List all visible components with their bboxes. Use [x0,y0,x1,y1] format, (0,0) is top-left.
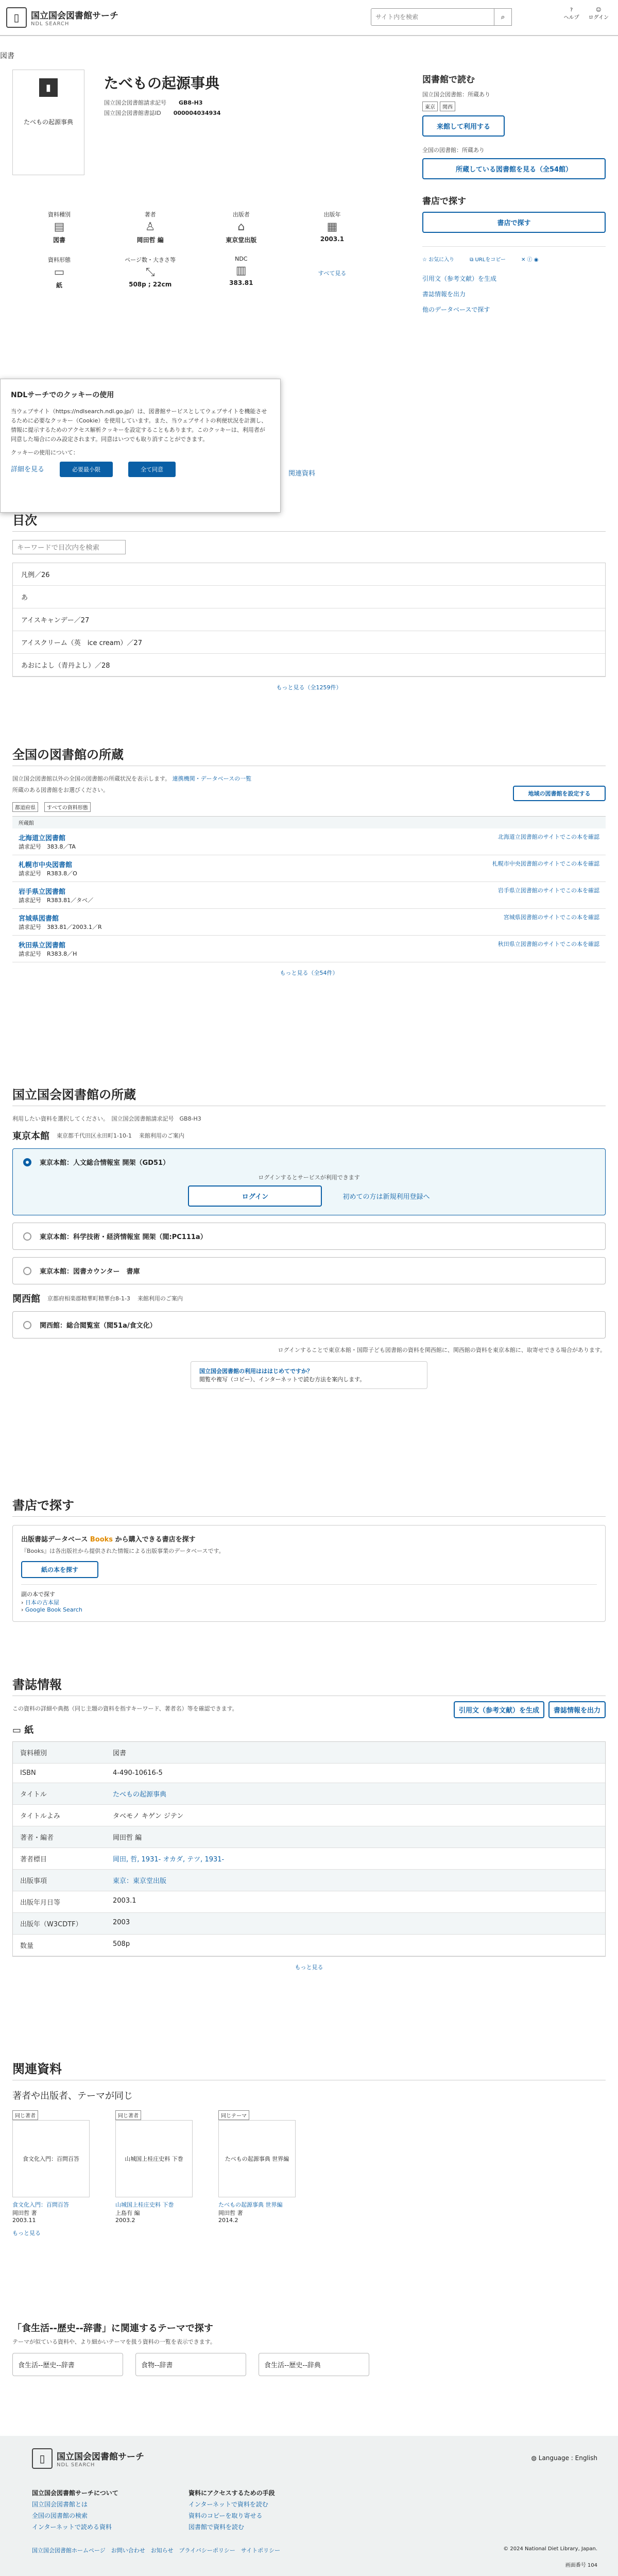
table-row [13,1848,605,1870]
theme-note: テーマが似ている資料や、より細かいテーマを扱う資料の一覧を表示できます。 [12,2338,216,2345]
help-label: ヘルプ [563,15,579,21]
bib-key: 数量 [20,1942,34,1950]
option-label: 東京本館：図書カウンター 書庫 [40,1268,140,1276]
copy-url-label: URLをコピー [475,257,506,263]
site-search [371,8,512,26]
rel-more-link[interactable]: もっと見る [12,2230,41,2236]
ruler-icon: ⤡ [145,266,155,279]
thumbnail-label: たべもの起源事典 [23,118,73,126]
bib-cite-button[interactable]: 引用文（参考文献）を生成 [454,1701,544,1718]
list-item: あ [13,586,605,608]
search-input[interactable] [371,8,494,26]
screen-no: 104 [587,2563,597,2568]
footer-link[interactable]: 国立国会図書館とは [32,2501,88,2508]
read-title: 図書館で読む [422,75,475,85]
related-link[interactable]: 関連資料 [288,470,316,478]
table-row [12,936,606,962]
document-icon: ▤ [54,221,65,233]
bib-value: 岡田哲 編 [113,1834,142,1842]
toc-title: 目次 [12,510,606,532]
card-title[interactable]: 食文化入門：百問百答 [12,2201,69,2208]
library-site-link[interactable]: 北海道立図書館のサイトでこの本を確認 [497,834,599,840]
bib-key: ISBN [20,1769,36,1777]
fact-ndc [213,256,269,290]
toc-search-input[interactable] [12,540,126,554]
radio[interactable] [23,1232,31,1241]
copy-url-button[interactable] [470,255,506,263]
library-site-link[interactable]: 宮城県図書館のサイトでこの本を確認 [503,914,599,921]
footer-logo-sub: NDL SEARCH [57,2462,95,2468]
library-name[interactable]: 岩手県立図書館 [19,888,66,896]
tokyo-visit-link[interactable]: 来館利用のご案内 [139,1132,184,1139]
bookmark-button[interactable] [422,255,454,263]
card-cover: 山城国上桂庄史料 下巻 [115,2120,193,2197]
card-tag: 同じ著者 [12,2110,38,2120]
tokyo-heading: 東京本館 [12,1131,49,1142]
copy-icon: ⧉ [470,257,474,263]
logo-subtitle: NDL SEARCH [31,21,70,27]
book-thumbnail [12,70,84,175]
search-icon: ⌕ [501,13,505,21]
card-title[interactable]: 山城国上桂庄史料 下巻 [115,2201,174,2208]
login-required-note: ログインするとサービスが利用できます [258,1174,360,1181]
related-card[interactable] [12,2110,95,2224]
transfer-note: ログインすることで東京本館・国際子ども図書館の資料を関西館に、関西館の資料を東京本館に、取寄せできる場合があります。 [278,1347,606,1353]
paper-icon: ▭ [54,266,65,279]
bib-key: 出版年（W3CDTF） [20,1921,82,1928]
side-panel [422,72,606,317]
bib-id: 000004034934 [173,110,221,116]
site-logo[interactable] [6,7,118,28]
radio-selected[interactable] [23,1158,31,1166]
shop-title: 書店で探す [12,1495,606,1517]
bib-value[interactable]: たべもの起源事典 [113,1791,167,1799]
tag-tokyo: 東京 [422,101,438,111]
cookie-label: クッキーの使用について： [11,449,79,456]
bib-key: 出版事項 [20,1877,47,1885]
card-meta: 岡田哲 著 [12,2210,37,2216]
kosho-link[interactable]: 日本の古本屋 [25,1599,59,1606]
fact-format [31,256,88,290]
card-cover: たべもの起源事典 世界編 [218,2120,296,2197]
related-card[interactable] [218,2110,301,2224]
bib-value: 図書 [113,1750,127,1757]
ndl-logo-icon: ▯ [6,7,27,28]
buy-button[interactable]: 書店で探す [422,212,606,233]
table-row [12,882,606,909]
fact-pages [122,256,179,290]
library-name[interactable]: 札幌市中央図書館 [19,861,73,869]
card-year: 2003.2 [115,2217,135,2224]
bib-section [12,1674,606,1971]
toc-section [12,510,606,691]
theme-button[interactable]: 食生活--歴史--辞典 [259,2353,369,2376]
footer-about-title: 国立国会図書館サーチについて [32,2489,118,2497]
kansai-address: 京都府相楽郡精華町精華台8-1-3 [47,1295,130,1302]
call-number: 請求記号 R383.8／H [19,951,77,957]
table-row [13,1783,605,1805]
card-tag: 同じ著者 [115,2110,141,2120]
bib-key: タイトルよみ [20,1812,60,1820]
cite-link[interactable]: 引用文（参考文献）を生成 [422,275,497,282]
view-libs-button[interactable]: 所蔵している図書館を見る（全54館） [422,158,606,179]
cookie-title: NDLサーチでのクッキーの使用 [11,391,114,399]
bib-key: 著者・編者 [20,1834,54,1842]
shop-note: 『Books』は各出版社から提供された情報による出版事業のデータベースです。 [21,1548,225,1554]
bib-value: 2003 [113,1919,130,1926]
call-number: 請求記号 383.8／TA [19,843,76,850]
call-number: 請求記号 R383.8／O [19,870,77,877]
fact-type [31,210,88,244]
table-row [13,1764,605,1783]
footer-link[interactable]: インターネットで資料を読む [188,2501,268,2508]
bib-value: 4-490-10616-5 [113,1769,163,1777]
rel-title: 関連資料 [12,2059,606,2080]
cookie-banner [0,379,281,513]
help-link[interactable] [564,7,579,21]
table-row [13,1870,605,1891]
table-row [13,1891,605,1913]
libs-title: 全国の図書館の所蔵 [12,744,606,766]
library-site-link[interactable]: 札幌市中央図書館のサイトでこの本を確認 [492,860,599,867]
fact-label: NDC [235,256,248,262]
fact-value: 383.81 [229,279,253,286]
paper-book-button[interactable]: 紙の本を探す [21,1561,98,1578]
table-row [13,1935,605,1956]
radio[interactable] [23,1267,31,1275]
ndl-holdings-section [12,1084,606,1389]
x-icon[interactable]: ✕ [521,257,526,263]
other-links-title: 副の本で探す [21,1591,55,1598]
logo-title: 国立国会図書館サーチ [31,11,118,21]
guide-box[interactable] [191,1361,427,1389]
fact-label: ページ数・大きさ等 [125,257,176,263]
bib-value: 2003.1 [113,1897,136,1905]
toc-list [12,563,606,677]
table-row [13,1805,605,1826]
item-meta [104,98,221,118]
fact-year [304,210,360,244]
site-footer [0,2436,618,2576]
user-icon: ☺ [596,7,602,13]
footer-link[interactable]: インターネットで読める資料 [32,2523,112,2531]
paper-icon: ▭ [12,1725,22,1736]
table-row [13,1742,605,1764]
google-books-link[interactable]: Google Book Search [25,1606,82,1613]
shop-section: 書店で探す 出版書誌データベース Books から購入できる書店を探す 『Books』は各出版社から提供された情報による出版事業のデータベースです。 紙の本を探す 副の本で探す › 日本の古本屋 › Google Book Search [12,1495,606,1622]
footer-bottom-links[interactable]: 国立国会図書館ホームページ お問い合わせ お知らせ プライバシーポリシー サイトポリシー [32,2547,281,2554]
cookie-agree-button[interactable]: 全て同意 [128,462,176,477]
option-label: 東京本館：人文総合情報室 開架（GD51） [40,1159,170,1167]
ndl-holding: 国立国会図書館：所蔵あり [422,91,490,98]
all-libs-holding: 全国の図書館：所蔵あり [422,147,485,154]
option-selected[interactable] [12,1148,606,1215]
fact-author [122,210,179,244]
bib-table [12,1741,606,1957]
bib-id-label: 国立国会図書館書誌ID [104,110,161,116]
library-name[interactable]: 宮城県図書館 [19,915,59,923]
libs-more-link[interactable]: もっと見る（全54件） [280,970,338,976]
library-name[interactable]: 秋田県立図書館 [19,942,66,950]
option-label: 関西館：総合閲覧室（閲51a/食文化） [40,1322,157,1330]
bib-note: この資料の詳細や典拠（同じ主題の資料を指すキーワード、著者名）等を確認できます。 [12,1705,238,1712]
bib-value: 508p [113,1940,130,1948]
theme-button[interactable]: 食生活--歴史--辞書 [12,2353,123,2376]
call-number: 請求記号 R383.81／タベ／ [19,897,94,904]
list-item: あおによし（青丹よし）／28 [13,654,605,676]
bib-key: 出版年月日等 [20,1899,61,1907]
language-switch[interactable] [531,2454,597,2462]
card-meta: 岡田哲 著 [218,2210,243,2216]
fact-label: 出版者 [232,211,250,218]
libs-note2: 所蔵のある図書館をお選びください。 [12,787,109,793]
fact-value: 508p ; 22cm [129,281,172,288]
related-section [12,2059,606,2237]
books-logo: Books [90,1536,113,1544]
bib-export-button[interactable]: 書誌情報を出力 [548,1701,606,1718]
search-button[interactable] [494,8,512,26]
cookie-necessary-button[interactable]: 必要最小限 [60,462,113,477]
radio[interactable] [23,1321,31,1329]
table-row [13,1826,605,1848]
library-name[interactable]: 北海道立図書館 [19,835,66,842]
bib-value[interactable]: 東京：東京堂出版 [113,1877,167,1885]
bib-title: 書誌情報 [12,1674,606,1696]
libraries-section [12,744,606,977]
breadcrumb: 図書 [0,52,14,60]
theme-section [12,2321,606,2376]
bookmark-label: お気に入り [428,257,455,263]
ndl-note: 利用したい資料を選択してください。 [12,1115,106,1122]
libs-table-header: 所蔵館 [12,816,606,828]
tokyo-address: 東京都千代田区永田町1-10-1 [57,1132,132,1139]
fact-value[interactable]: 岡田哲 編 [136,236,164,244]
book-icon: ▮ [39,78,58,97]
kansai-heading: 関西館 [12,1294,40,1304]
call-number: GB8-H3 [179,99,203,106]
fact-value: 図書 [53,236,65,244]
register-link[interactable]: 初めての方は新規利用登録へ [342,1193,430,1201]
guide-text: 閲覧や複写（コピー）、インターネットで読む方法を案内します。 [199,1376,366,1383]
site-header [0,0,618,36]
footer-logo-title: 国立国会図書館サーチ [57,2452,144,2462]
toc-more-link[interactable]: もっと見る（全1259件） [276,684,342,691]
calendar-icon: ▦ [327,221,338,233]
option[interactable] [12,1257,606,1284]
fact-publisher [213,210,269,244]
cookie-detail-link[interactable]: 詳細を見る [11,466,45,473]
set-local-library-button[interactable]: 地域の図書館を設定する [513,786,606,801]
bib-key: 資料種別 [20,1750,47,1757]
tag-kansai: 関西 [440,101,455,111]
list-item: 凡例／26 [13,563,605,586]
footer-link[interactable]: 資料のコピーを取り寄せる [188,2512,263,2519]
rel-sub: 著者や出版者、テーマが同じ [12,2091,133,2102]
call-number-label: 国立国会図書館請求記号 [104,99,166,106]
kansai-visit-link[interactable]: 来館利用のご案内 [137,1295,183,1302]
export-link[interactable]: 書誌情報を出力 [422,291,466,298]
bib-key: 著者標目 [20,1856,47,1863]
help-icon: ? [570,7,573,13]
fact-label: 著者 [144,211,156,218]
guide-title: 国立国会図書館の利用はははじめてですか？ [199,1368,313,1375]
footer-link[interactable]: 図書館で資料を読む [188,2523,245,2531]
person-icon: ♙ [145,221,156,233]
shop-sub: 出版書誌データベース [21,1536,88,1544]
shop-sub2: から購入できる書店を探す [115,1536,196,1544]
see-all-link[interactable]: すべて見る [318,270,347,277]
fact-label: 資料形態 [48,257,71,263]
ndl-title: 国立国会図書館の所蔵 [12,1084,606,1106]
language-label: Language : English [538,2454,597,2462]
ndl-logo-icon: ▯ [32,2448,53,2469]
bib-type: 紙 [24,1725,34,1736]
login-button[interactable]: ログイン [188,1185,322,1207]
building-icon: ⌂ [237,221,245,233]
theme-button[interactable]: 食物--辞書 [135,2353,246,2376]
bib-value: タベモノ キゲン ジテン [113,1812,184,1820]
filter-prefecture[interactable]: 都道府県 [12,802,38,812]
call-number: 請求記号 383.81／2003.1／R [19,924,102,930]
screen-no-label: 画面番号 [565,2563,586,2568]
list-item: アイスクリーム（英 ice cream）／27 [13,631,605,654]
libs-db-link[interactable]: 連携機関・データベースの一覧 [172,775,252,782]
table-row [12,855,606,882]
item-facts [31,210,360,301]
buy-title: 書店で探す [422,196,466,207]
card-year: 2014.2 [218,2217,238,2224]
share-icons [521,255,539,263]
fact-value[interactable]: 東京堂出版 [226,236,257,244]
table-row [13,1913,605,1935]
line-icon[interactable]: ◉ [534,257,539,263]
copyright: © 2024 National Diet Library, Japan. [503,2546,597,2552]
library-site-link[interactable]: 秋田県立図書館のサイトでこの本を確認 [497,941,599,947]
card-year: 2003.11 [12,2217,36,2224]
option[interactable] [12,1223,606,1250]
option-label: 東京本館：科学技術・経済情報室 開架（閲:PC111a） [40,1233,207,1241]
libs-note: 国立国会図書館以外の全国の図書館の所蔵状況を表示します。 [12,775,171,782]
theme-title: 「食生活--歴史--辞書」に関連するテーマで探す [12,2323,213,2334]
bib-more-link[interactable]: もっと見る [295,1964,323,1971]
fact-value: 2003.1 [320,235,345,243]
footer-access-title: 資料にアクセスするための手段 [188,2489,275,2497]
login-label: ログイン [588,15,609,21]
ndl-call: 国立国会図書館請求記号 GB8-H3 [111,1115,201,1122]
facebook-icon[interactable]: ⓕ [527,257,533,263]
related-card[interactable] [115,2110,198,2224]
card-title[interactable]: たべもの起源事典 世界編 [218,2201,283,2208]
bib-value[interactable]: 岡田, 哲, 1931- オカダ, テツ, 1931- [113,1856,225,1863]
cookie-body: 当ウェブサイト（https://ndlsearch.ndl.go.jp/）は、図書館サービスとしてウェブサイトを機能させるために必要なクッキー（Cookie）を使用しています。また、当ウェブサイトの利便状況を計測し、情報に提示するためのアクセス解析クッキーを設定することもあります。このクッキーは、利用者が同意した場合にのみ設定されます。同意はいつでも取り消すことができます。 [11,408,267,443]
list-item: アイスキャンデー／27 [13,608,605,631]
option[interactable] [12,1311,606,1338]
globe-icon: ◍ [531,2454,537,2462]
login-link[interactable] [589,7,609,21]
table-row [12,909,606,936]
fact-label: 資料種別 [48,211,71,218]
star-icon: ☆ [422,257,427,263]
page-title: たべもの起源事典 [104,75,220,92]
footer-link[interactable]: 全国の図書館の検索 [32,2512,88,2519]
fact-value: 紙 [56,282,62,289]
visit-button[interactable]: 来館して利用する [422,115,505,137]
other-db-link[interactable]: 他のデータベースで探す [422,306,490,313]
card-cover: 食文化入門：百問百答 [12,2120,90,2197]
fact-label: 出版年 [323,211,341,218]
card-tag: 同じテーマ [218,2110,249,2120]
classification-icon: ▥ [235,264,247,277]
table-row [12,828,606,855]
filter-format[interactable]: すべての資料形態 [44,802,91,812]
footer-logo[interactable] [32,2448,144,2469]
library-site-link[interactable]: 岩手県立図書館のサイトでこの本を確認 [497,887,599,894]
card-meta: 上島有 編 [115,2210,140,2216]
bib-key: タイトル [20,1791,47,1799]
